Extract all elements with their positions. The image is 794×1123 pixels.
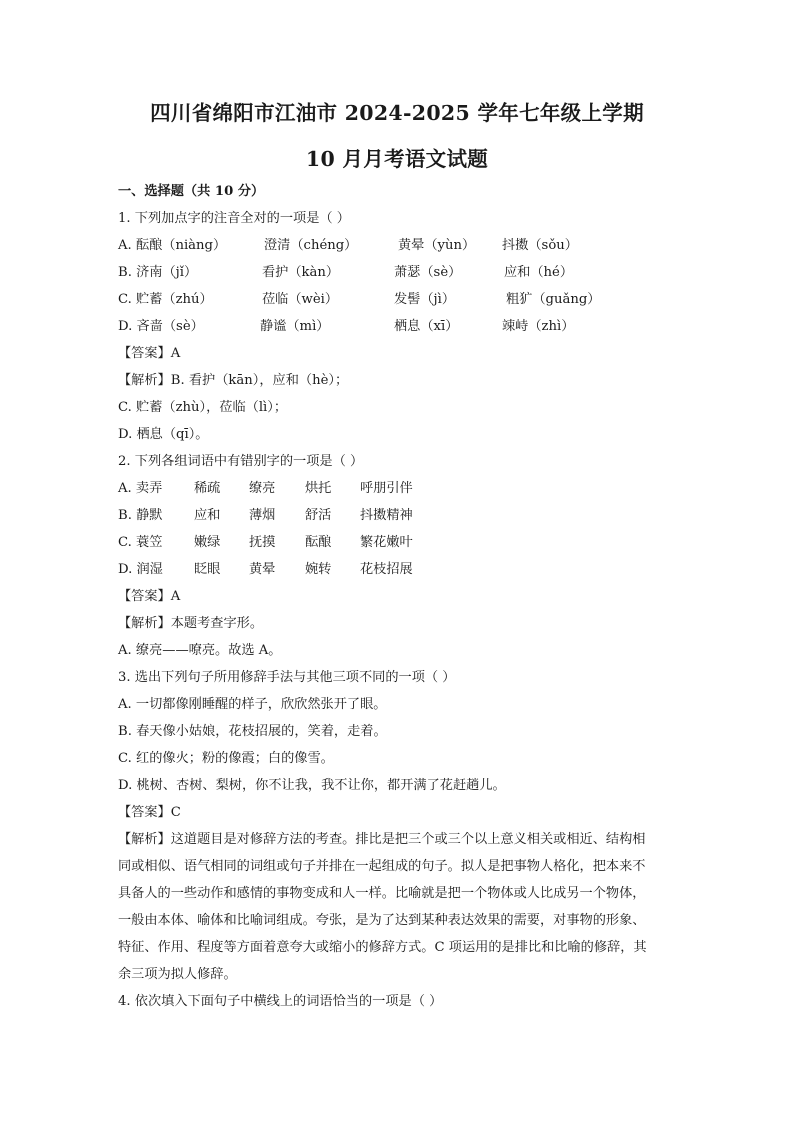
question-1-stem: 1. 下列加点字的注音全对的一项是（ ） <box>118 211 350 226</box>
question-3-analysis-line: 特征、作用、程度等方面着意夸大或缩小的修辞方式。C 项运用的是排比和比喻的修辞，其 <box>118 940 647 955</box>
question-1-analysis-line: D. 栖息（qī）。 <box>118 427 209 442</box>
question-3-analysis-line: 一般由本体、喻体和比喻词组成。夸张，是为了达到某种表达效果的需要，对事物的形象、 <box>118 913 646 928</box>
option-item: 应和（hé） <box>504 265 574 280</box>
question-2-stem: 2. 下列各组词语中有错别字的一项是（ ） <box>118 454 364 469</box>
question-3-analysis-line: 余三项为拟人修辞。 <box>118 967 237 982</box>
option-item: 缭亮 <box>249 481 276 496</box>
question-3-answer: 【答案】C <box>118 805 181 820</box>
question-1-option-b <box>118 259 678 286</box>
question-1-option-a <box>118 232 678 259</box>
document-title-line-1: 四川省绵阳市江油市 2024-2025 学年七年级上学期 <box>150 101 644 125</box>
question-3-option-c: C. 红的像火；粉的像霞；白的像雪。 <box>118 751 334 766</box>
question-3-option-b: B. 春天像小姑娘，花枝招展的，笑着，走着。 <box>118 724 387 739</box>
question-3-analysis-line: 【解析】这道题目是对修辞方法的考查。排比是把三个或三个以上意义相关或相近、结构相 <box>118 832 646 847</box>
option-item: D. 润湿 <box>118 562 163 577</box>
option-item: 呼朋引伴 <box>360 481 413 496</box>
option-item: A. 酝酿（niàng） <box>118 238 227 253</box>
section-heading: 一、选择题（共 10 分） <box>118 184 265 199</box>
option-item: 婉转 <box>305 562 332 577</box>
question-2-analysis-line: A. 缭亮——嘹亮。故选 A。 <box>118 643 282 658</box>
document-title-line-2: 10 月月考语文试题 <box>305 147 489 171</box>
question-1-analysis-line: 【解析】B. 看护（kān），应和（hè）； <box>118 373 349 388</box>
option-item: C. 蓑笠 <box>118 535 163 550</box>
option-item: B. 济南（jǐ） <box>118 265 198 280</box>
option-item: D. 吝啬（sè） <box>118 319 204 334</box>
option-item: 繁花嫩叶 <box>360 535 413 550</box>
option-item: A. 卖弄 <box>118 481 163 496</box>
option-item: 稀疏 <box>194 481 221 496</box>
option-item: 发髻（jì） <box>394 292 456 307</box>
question-2-analysis-line: 【解析】本题考查字形。 <box>118 616 264 631</box>
option-item: 澄清（chéng） <box>264 238 358 253</box>
option-item: 栖息（xī） <box>394 319 459 334</box>
option-item: 眨眼 <box>194 562 221 577</box>
exam-content <box>118 178 678 1015</box>
question-2-option-b <box>118 502 678 529</box>
question-2-option-c <box>118 529 678 556</box>
option-item: 莅临（wèi） <box>262 292 339 307</box>
option-item: 抖擞（sǒu） <box>502 238 578 253</box>
question-1-option-c <box>118 286 678 313</box>
option-item: 抚摸 <box>249 535 276 550</box>
option-item: 竦峙（zhì） <box>502 319 575 334</box>
question-3-option-a: A. 一切都像刚睡醒的样子，欣欣然张开了眼。 <box>118 697 387 712</box>
option-item: 烘托 <box>305 481 332 496</box>
question-2-option-a <box>118 475 678 502</box>
option-item: 黄晕（yùn） <box>398 238 476 253</box>
question-3-stem: 3. 选出下列句子所用修辞手法与其他三项不同的一项（ ） <box>118 670 456 685</box>
option-item: 酝酿 <box>305 535 332 550</box>
question-1-answer: 【答案】A <box>118 346 181 361</box>
option-item: C. 贮蓄（zhú） <box>118 292 213 307</box>
question-1-analysis-line: C. 贮蓄（zhù），莅临（lì）； <box>118 400 288 415</box>
question-3-option-d: D. 桃树、杏树、梨树，你不让我，我不让你，都开满了花赶趟儿。 <box>118 778 506 793</box>
option-item: 舒活 <box>305 508 332 523</box>
option-item: 抖擞精神 <box>360 508 413 523</box>
question-3-analysis-line: 具备人的一些动作和感情的事物变成和人一样。比喻就是把一个物体或人比成另一个物体， <box>118 886 646 901</box>
option-item: 花枝招展 <box>360 562 413 577</box>
option-item: 黄晕 <box>249 562 276 577</box>
question-3-analysis-line: 同或相似、语气相同的词组或句子并排在一起组成的句子。拟人是把事物人格化，把本来不 <box>118 859 646 874</box>
question-2-option-d <box>118 556 678 583</box>
option-item: 嫩绿 <box>194 535 221 550</box>
option-item: 薄烟 <box>249 508 276 523</box>
question-4-stem: 4. 依次填入下面句子中横线上的词语恰当的一项是（ ） <box>118 994 443 1009</box>
question-2-answer: 【答案】A <box>118 589 181 604</box>
question-1-option-d <box>118 313 678 340</box>
option-item: 看护（kàn） <box>262 265 340 280</box>
option-item: 萧瑟（sè） <box>394 265 462 280</box>
option-item: 应和 <box>194 508 221 523</box>
option-item: B. 静默 <box>118 508 163 523</box>
option-item: 静谧（mì） <box>260 319 330 334</box>
option-item: 粗犷（guǎng） <box>506 292 601 307</box>
